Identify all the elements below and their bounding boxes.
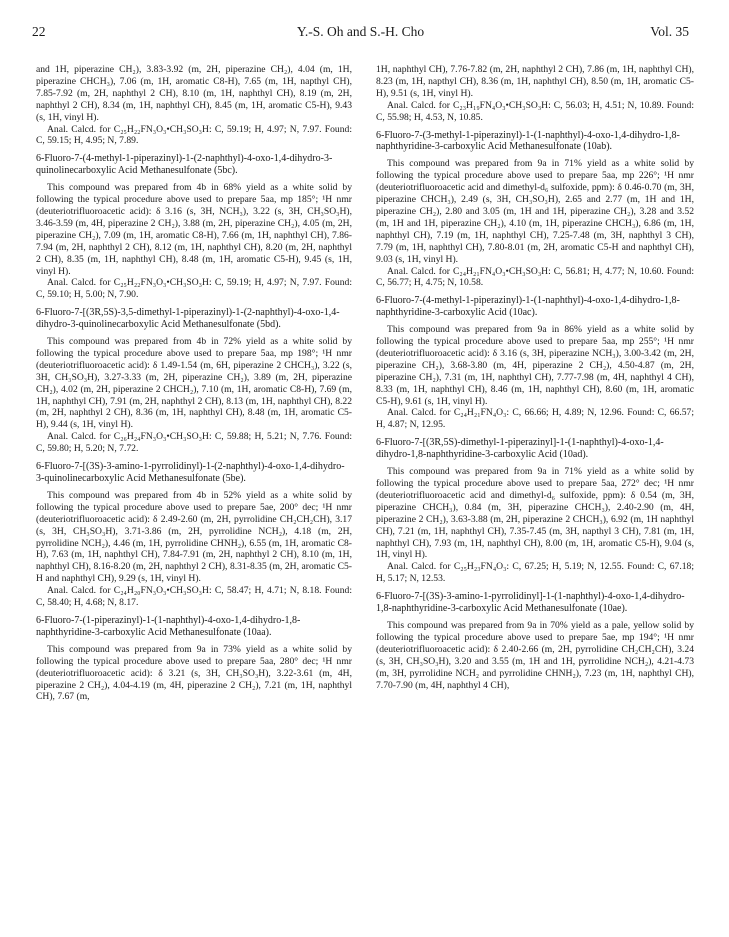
analysis-paragraph: Anal. Calcd. for C₂₄H₂₁FN₄O₃•CH₃SO₃H: C, 56.81; H, 4.77; N, 10.60. Found: C, 56.77; H, 4.75; N, 10.58. (376, 265, 694, 289)
analysis-paragraph: Anal. Calcd. for C₂₄H₂₀FN₃O₃•CH₃SO₃H: C, 58.47; H, 4.71; N, 8.18. Found: C, 58.40; H, 4.68; N, 8.17. (36, 585, 352, 609)
body-paragraph: This compound was prepared from 9a in 73% yield as a white solid by following the typical procedure above used to prepare 5aa, 280° dec; ¹H nmr (deuteriotrifluoroacetic acid): δ 3.21 (s, 3H, CH₃SO₃H), 3.22-3.61 (m, 4H, piperazine 2 CH₂), 4.04-4.19 (m, 4H, piperazine 2 CH₂), 7.21 (m, 1H, naphthyl CH), 7.67 (m, (36, 643, 352, 703)
compound-title: 6-Fluoro-7-[(3R,5S)-dimethyl-1-piperazinyl]-1-(1-naphthyl)-4-oxo-1,4-dihydro-1,8-naphthyridine-3-carboxylic Acid (10ad). (376, 437, 664, 461)
analysis-paragraph: Anal. Calcd. for C₂₅H₂₂FN₃O₃•CH₃SO₃H: C, 59.19; H, 4.97; N, 7.97. Found: C, 59.10; H, 5.00; N, 7.90. (36, 277, 352, 301)
analysis-paragraph: Anal. Calcd. for C₂₃H₁₉FN₄O₃•CH₃SO₃H: C, 56.03; H, 4.51; N, 10.89. Found: C, 55.98; H, 4.53, N, 10.85. (376, 99, 694, 123)
running-header (32, 24, 689, 44)
continued-paragraph: 1H, naphthyl CH), 7.76-7.82 (m, 2H, naphthyl 2 CH), 7.86 (m, 1H, naphthyl CH), 8.23 (m, 1H, napthyl CH), 8.36 (m, 1H, naphthyl CH), 8.50 (m, 1H, aromatic C5-H), 9.51 (s, 1H, vinyl H). (376, 64, 694, 99)
left-column (36, 64, 352, 703)
compound-title: 6-Fluoro-7-(4-methyl-1-piperazinyl)-1-(2-naphthyl)-4-oxo-1,4-dihydro-3-quinolinecarboxylic Acid Methanesulfonate (5bc). (36, 153, 333, 177)
body-paragraph: This compound was prepared from 9a in 71% yield as a white solid by following the typical procedure above used to prepare 5aa, mp 226°; ¹H nmr (deuteriotrifluoroacetic acid and dimethyl-d₆ sulfoxide, ppm): δ 0.46-0.70 (m, 3H, piperazine CHCH₃), 2.49 (s, 3H, CH₃SO₃H), 2.65 and 2.77 (m, 1H and 1H, piperazine CH₂), 2.80 and 3.05 (m, 1H and 1H, piperazine CH₂), 3.28 and 3.52 (m, 1H and 1H, piperazine CH₂), 4.10 (m, 1H, piperazine CHCH₃), 6.86 (m, 1H, naphthyl CH), 7.19 (m, 1H, naphthyl CH), 7.25-7.48 (m, 3H, naphthyl 3 CH), 7.79 (m, 1H, naphthyl CH), 7.80-8.01 (m, 2H, aromatic C5-H and naphthyl CH), 9.03 (s, 1H, vinyl H). (376, 158, 694, 265)
running-head-authors: Y.-S. Oh and S.-H. Cho (296, 24, 425, 39)
body-paragraph: This compound was prepared from 9a in 70% yield as a pale, yellow solid by following the typical procedure above used to prepare 5ae, mp 194°; ¹H nmr (deuteriotrifluoroacetic acid): δ 2.40-2.66 (m, 2H, pyrrolidine CH₂CH₂CH), 3.24 (s, 3H, CH₃SO₃H), 3.20 and 3.55 (m, 1H and 1H, pyrrolidine NCH₂), 4.21-4.73 (m, 3H, pyrrolidine NCH₂ and pyrrolidine CHNH₂), 7.23 (m, 1H, naphthyl CH), 7.70-7.90 (m, 4H, naphthyl 4 CH), (376, 619, 694, 691)
body-paragraph: This compound was prepared from 9a in 86% yield as a white solid by following the typical procedure above used to prepare 5aa, mp 255°; ¹H nmr (deuteriotrifluoroacetic acid): δ 3.16 (s, 3H, piperazine NCH₃), 3.00-3.42 (m, 2H, piperazine CH₂), 3.68-3.80 (m, 4H, piperazine 2 CH₂), 4.50-4.87 (m, 2H, piperazine CH₂), 7.31 (m, 1H, naphthyl CH), 7.77-7.98 (m, 4H, naphthyl 4 CH), 8.33 (m, 1H, naphthyl CH), 8.46 (m, 1H, naphthyl CH), 8.60 (m, 1H, aromatic C5-H), 9.61 (s, 1H, vinyl H). (376, 324, 694, 407)
body-paragraph: This compound was prepared from 4b in 68% yield as a white solid by following the typical procedure above used to prepare 5aa, mp 185°; ¹H nmr (deuteriotrifluoroacetic acid): δ 3.16 (s, 3H, NCH₃), 3.22 (s, 3H, CH₃SO₃H), 3.46-3.59 (m, 4H, piperazine 2 CH₂), 3.88 (m, 2H, piperazine CH₂), 4.05 (m, 2H, piperazine CH₂), 7.09 (m, 1H, aromatic C8-H), 7.66 (m, 1H, naphthyl CH), 7.86-7.94 (m, 2H, naphthyl 2 CH), 8.12 (m, 1H, naphthyl CH), 8.20 (m, 2H, naphthyl 2 CH), 8.35 (m, 1H, naphthyl CH), 8.48 (m, 1H, aromatic C5-H), 9.45 (s, 1H, vinyl H). (36, 182, 352, 277)
page-number: 22 (32, 24, 46, 39)
compound-title: 6-Fluoro-7-[(3R,5S)-3,5-dimethyl-1-piperazinyl)-1-(2-naphthyl)-4-oxo-1,4-dihydro-3-quinolinecarboxylic Acid Methanesulfonate (5bd). (36, 307, 340, 331)
analysis-paragraph: Anal. Calcd. for C₂₅H₂₃FN₄O₃: C, 67.25; H, 5.19; N, 12.55. Found: C, 67.18; H, 5.17; N, 12.53. (376, 561, 694, 585)
body-paragraph: This compound was prepared from 9a in 71% yield as a white solid by following the typical procedure above used to prepare 5aa, 272° dec; ¹H nmr (deuteriotrifluoroacetic acid and dimethyl-d₆ sulfoxide, ppm): δ 0.54 (m, 3H, piperazine CHCH₃), 0.84 (m, 3H, piperazine CHCH₃), 2.40-2.90 (m, 4H, piperazine 2 CH₂), 3.63-3.88 (m, 2H, piperazine 2 CHCH₃), 6.92 (m, 1H naphthyl CH), 7.21 (m, 1H, naphthyl CH), 7.35-7.45 (m, 3H, napthyl 3 CH), 7.81 (m, 1H, naphthyl CH), 7.93 (m, 1H, naphthyl CH), 8.00 (m, 1H, aromatic C5-H), 9.04 (s, 1H, vinyl H). (376, 466, 695, 561)
analysis-paragraph: Anal. Calcd. for C₂₄H₂₁FN₄O₃: C, 66.66; H, 4.89; N, 12.96. Found: C, 66.57; H, 4.87; N, 12.95. (376, 407, 694, 431)
right-column (376, 64, 694, 691)
continued-paragraph: and 1H, piperazine CH₂), 3.83-3.92 (m, 2H, piperazine CH₂), 4.04 (m, 1H, piperazine CHCH₃), 7.06 (m, 1H, aromatic C8-H), 7.65 (m, 1H, napthyl CH), 7.85-7.92 (m, 2H, naphthyl 2 CH), 8.10 (m, 1H, naphthyl CH), 8.19 (m, 2H, naphthyl 2 CH), 8.34 (m, 1H, naphthyl CH), 8.45 (m, 1H, aromatic C5-H), 9.43 (s, 1H, vinyl H). (36, 64, 352, 123)
compound-title: 6-Fluoro-7-[(3S)-3-amino-1-pyrrolidinyl]-1-(1-naphthyl)-4-oxo-1,4-dihydro-1,8-naphthyridine-3-carboxylic Acid Methanesulfonate (10ae). (376, 591, 685, 615)
volume-label: Vol. 35 (650, 24, 689, 39)
compound-title: 6-Fluoro-7-(4-methyl-1-piperazinyl)-1-(1-naphthyl)-4-oxo-1,4-dihydro-1,8-naphthyridine-3-carboxylic Acid (10ac). (376, 295, 680, 319)
analysis-paragraph: Anal. Calcd. for C₂₆H₂₄FN₃O₃•CH₃SO₃H: C, 59.88; H, 5.21; N, 7.76. Found: C, 59.80; H, 5.20; N, 7.72. (36, 431, 352, 455)
compound-title: 6-Fluoro-7-[(3S)-3-amino-1-pyrrolidinyl)-1-(2-naphthyl)-4-oxo-1,4-dihydro-3-quinolinecarboxylic Acid Methanesulfonate (5be). (36, 461, 345, 484)
body-paragraph: This compound was prepared from 4b in 72% yield as a white solid by following the typical procedure above used to prepare 5aa, mp 198°; ¹H nmr (deuteriotrifluoroacetic acid): δ 1.49-1.54 (m, 6H, piperazine 2 CHCH₃), 3.22 (s, 3H, CH₃SO₃H), 3.27-3.33 (m, 2H, piperazine CH₂), 3.89 (m, 2H, piperazine CH₂), 4.02 (m, 2H, piperazine 2 CHCH₂), 7.10 (m, 1H, aromatic C8-H), 7.69 (m, 1H, naphthyl CH), 7.91 (m, 2H, naphthyl 2 CH), 8.13 (m, 1H, naphthyl CH), 8.22 (m, 2H, naphthyl 2 CH), 8.36 (m, 1H, naphthyl CH), 8.48 (m, 1H, aromatic C5-H), 9.44 (s, 1H, vinyl H). (36, 336, 352, 431)
analysis-paragraph: Anal. Calcd. for C₂₅H₂₂FN₃O₃•CH₃SO₃H: C, 59.19; H, 4.97; N, 7.97. Found: C, 59.15; H, 4.95; N, 7.89. (36, 123, 352, 147)
compound-title: 6-Fluoro-7-(1-piperazinyl)-1-(1-naphthyl)-4-oxo-1,4-dihydro-1,8-naphthyridine-3-carboxylic Acid Methanesulfonate (10aa). (36, 614, 301, 638)
body-paragraph: This compound was prepared from 4b in 52% yield as a white solid by following the typical procedure above used to prepare 5ae, 200° dec; ¹H nmr (deuteriotrifluoroacetic acid): δ 2.49-2.60 (m, 2H, pyrrolidine CH₂CH₂CH), 3.17 (s, 3H, CH₃SO₃H), 3.71-3.86 (m, 2H, pyrrolidine NCH₂), 4.18 (m, 2H, pyrrolidine NCH₂), 4.46 (m, 1H, pyrrolidine CHNH₂), 6.55 (m, 1H, aromatic C8-H), 7.63 (m, 1H, naphthyl CH), 7.84-7.91 (m, 2H, naphthyl 2 CH), 8.10 (m, 1H, naphthyl CH), 8.16-8.20 (m, 2H, naphthyl 2 CH), 8.31-8.35 (m, 2H, aromatic C5-H and naphthyl CH), 9.29 (s, 1H, vinyl H). (36, 489, 352, 585)
compound-title: 6-Fluoro-7-(3-methyl-1-piperazinyl)-1-(1-naphthyl)-4-oxo-1,4-dihydro-1,8-naphthyridine-3-carboxylic Acid Methanesulfonate (10ab). (376, 129, 680, 153)
